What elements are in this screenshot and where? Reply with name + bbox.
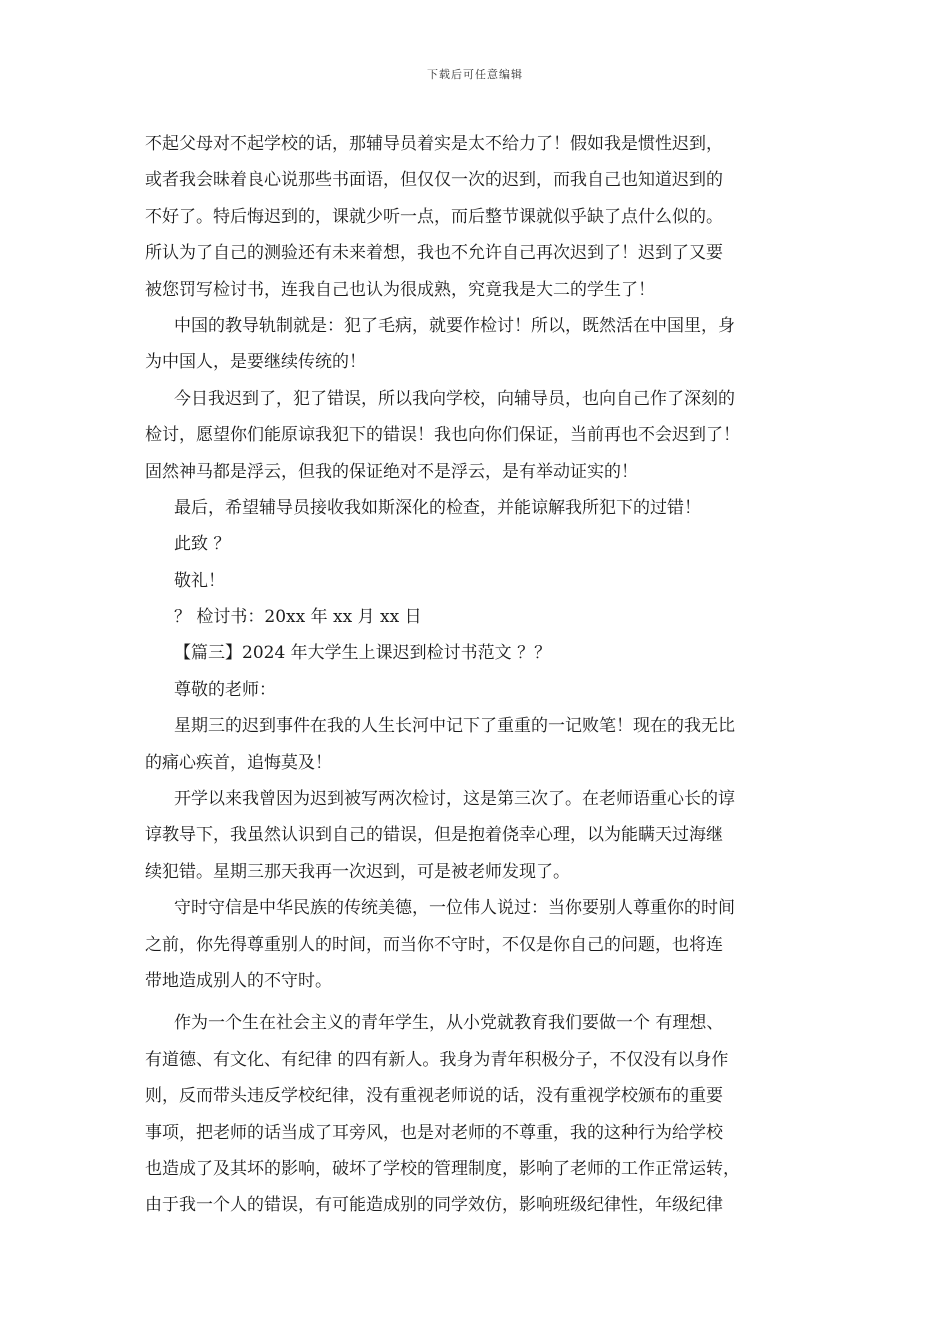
text-line: 尊敬的老师： xyxy=(174,679,276,700)
text-line: 为中国人，是要继续传统的！ xyxy=(145,352,366,373)
page-header: 下载后可任意编辑 xyxy=(427,68,523,81)
text-line: 所认为了自己的测验还有未来着想，我也不允许自己再次迟到了！迟到了又要 xyxy=(145,243,723,264)
text-line: 中国的教导轨制就是：犯了毛病，就要作检讨！所以，既然活在中国里，身 xyxy=(174,315,735,336)
text-line: 守时守信是中华民族的传统美德，一位伟人说过：当你要别人尊重你的时间 xyxy=(174,898,735,919)
text-line: 的痛心疾首，追悔莫及！ xyxy=(145,752,332,773)
text-line: 之前，你先得尊重别人的时间，而当你不守时，不仅是你自己的问题，也将连 xyxy=(145,934,723,955)
text-line: 此致 ？ xyxy=(174,534,231,555)
text-line: 最后，希望辅导员接收我如斯深化的检查，并能谅解我所犯下的过错！ xyxy=(174,497,701,518)
text-line: 谆教导下，我虽然认识到自己的错误，但是抱着侥幸心理，以为能瞒天过海继 xyxy=(145,825,723,846)
text-line: 被您罚写检讨书，连我自己也认为很成熟，究竟我是大二的学生了！ xyxy=(145,279,655,300)
text-line: 不好了。特后悔迟到的，课就少听一点，而后整节课就似乎缺了点什么似的。 xyxy=(145,206,723,227)
text-line: 由于我一个人的错误，有可能造成别的同学效仿，影响班级纪律性，年级纪律 xyxy=(145,1195,723,1216)
text-line: 带地造成别人的不守时。 xyxy=(145,970,332,991)
text-line: 作为一个生在社会主义的青年学生，从小党就教育我们要做一个 有理想、 xyxy=(174,1013,724,1034)
text-line: 不起父母对不起学校的话，那辅导员着实是太不给力了！假如我是惯性迟到， xyxy=(145,134,723,154)
document-body xyxy=(145,126,825,1224)
text-line: 则，反而带头违反学校纪律，没有重视老师说的话，没有重视学校颁布的重要 xyxy=(145,1086,723,1107)
text-line: ？ 检讨书：20xx 年 xx 月 xx 日 xyxy=(174,607,422,628)
text-line: 或者我会昧着良心说那些书面语，但仅仅一次的迟到，而我自己也知道迟到的 xyxy=(145,170,723,191)
text-line: 有道德、有文化、有纪律 的四有新人。我身为青年积极分子，不仅没有以身作 xyxy=(145,1049,729,1070)
text-line: 也造成了及其坏的影响，破坏了学校的管理制度，影响了老师的工作正常运转， xyxy=(145,1158,740,1179)
text-line: 今日我迟到了，犯了错误，所以我向学校，向辅导员，也向自己作了深刻的 xyxy=(174,388,735,409)
text-line: 星期三的迟到事件在我的人生长河中记下了重重的一记败笔！现在的我无比 xyxy=(174,716,735,737)
text-line: 固然神马都是浮云，但我的保证绝对不是浮云，是有举动证实的！ xyxy=(145,461,638,482)
text-line: 【篇三】2024 年大学生上课迟到检讨书范文 ？？ xyxy=(174,643,552,664)
text-line: 敬礼！ xyxy=(174,570,225,591)
text-line: 续犯错。星期三那天我再一次迟到，可是被老师发现了。 xyxy=(145,861,570,882)
text-line: 事项，把老师的话当成了耳旁风，也是对老师的不尊重，我的这种行为给学校 xyxy=(145,1122,723,1143)
text-line: 检讨，愿望你们能原谅我犯下的错误！我也向你们保证，当前再也不会迟到了！ xyxy=(145,425,740,446)
text-line: 开学以来我曾因为迟到被写两次检讨，这是第三次了。在老师语重心长的谆 xyxy=(174,789,735,810)
